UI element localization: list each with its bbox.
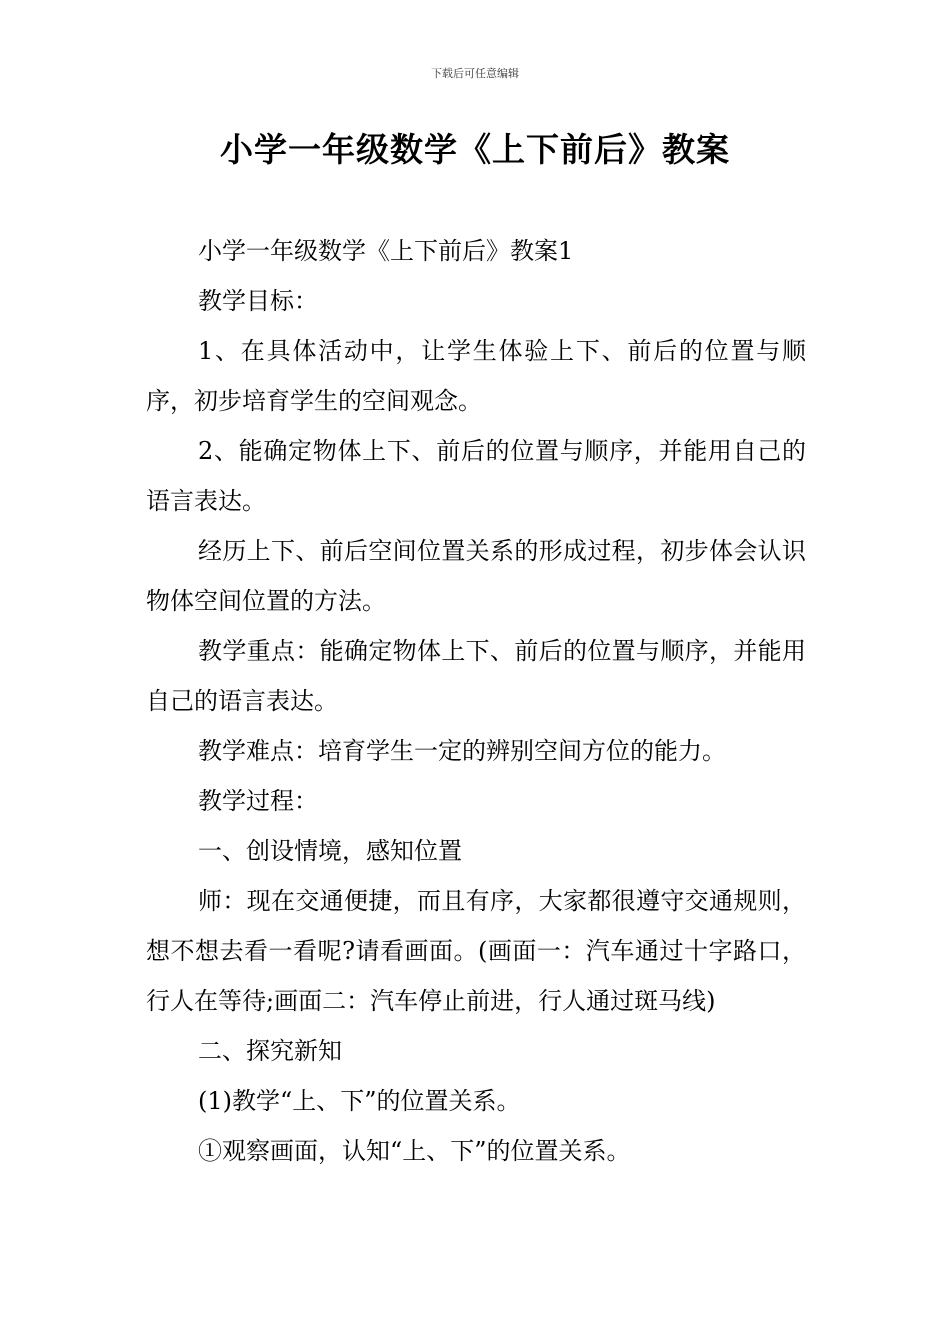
header-note: 下载后可任意编辑 <box>431 67 519 80</box>
paragraph-item-1: (1)教学“上、下”的位置关系。 <box>198 1087 521 1115</box>
paragraph-section-1: 一、创设情境，感知位置 <box>198 837 462 865</box>
document-title: 小学一年级数学《上下前后》教案 <box>220 130 730 169</box>
paragraph-subtitle: 小学一年级数学《上下前后》教案1 <box>198 237 574 265</box>
paragraph-item-1-sub: ①观察画面，认知“上、下”的位置关系。 <box>198 1137 631 1165</box>
paragraph-section-2: 二、探究新知 <box>198 1037 342 1065</box>
paragraph-teacher: 师：现在交通便捷，而且有序，大家都很遵守交通规则，想不想去看一看呢?请看画面。(画面一：汽车通过十字路口，行人在等待;画面二：汽车停止前进，行人通过斑马线) <box>146 887 806 1015</box>
paragraph-goals-heading: 教学目标： <box>198 287 318 315</box>
paragraph-goal-1: 1、在具体活动中，让学生体验上下、前后的位置与顺序，初步培育学生的空间观念。 <box>146 337 806 415</box>
paragraph-difficulty: 教学难点：培育学生一定的辨别空间方位的能力。 <box>198 737 726 765</box>
paragraph-key-point: 教学重点：能确定物体上下、前后的位置与顺序，并能用自己的语言表达。 <box>146 637 806 715</box>
paragraph-goal-3: 经历上下、前后空间位置关系的形成过程，初步体会认识物体空间位置的方法。 <box>146 537 806 615</box>
paragraph-goal-2: 2、能确定物体上下、前后的位置与顺序，并能用自己的语言表达。 <box>146 437 806 515</box>
document-body <box>146 226 806 1176</box>
paragraph-process-heading: 教学过程： <box>198 787 318 815</box>
